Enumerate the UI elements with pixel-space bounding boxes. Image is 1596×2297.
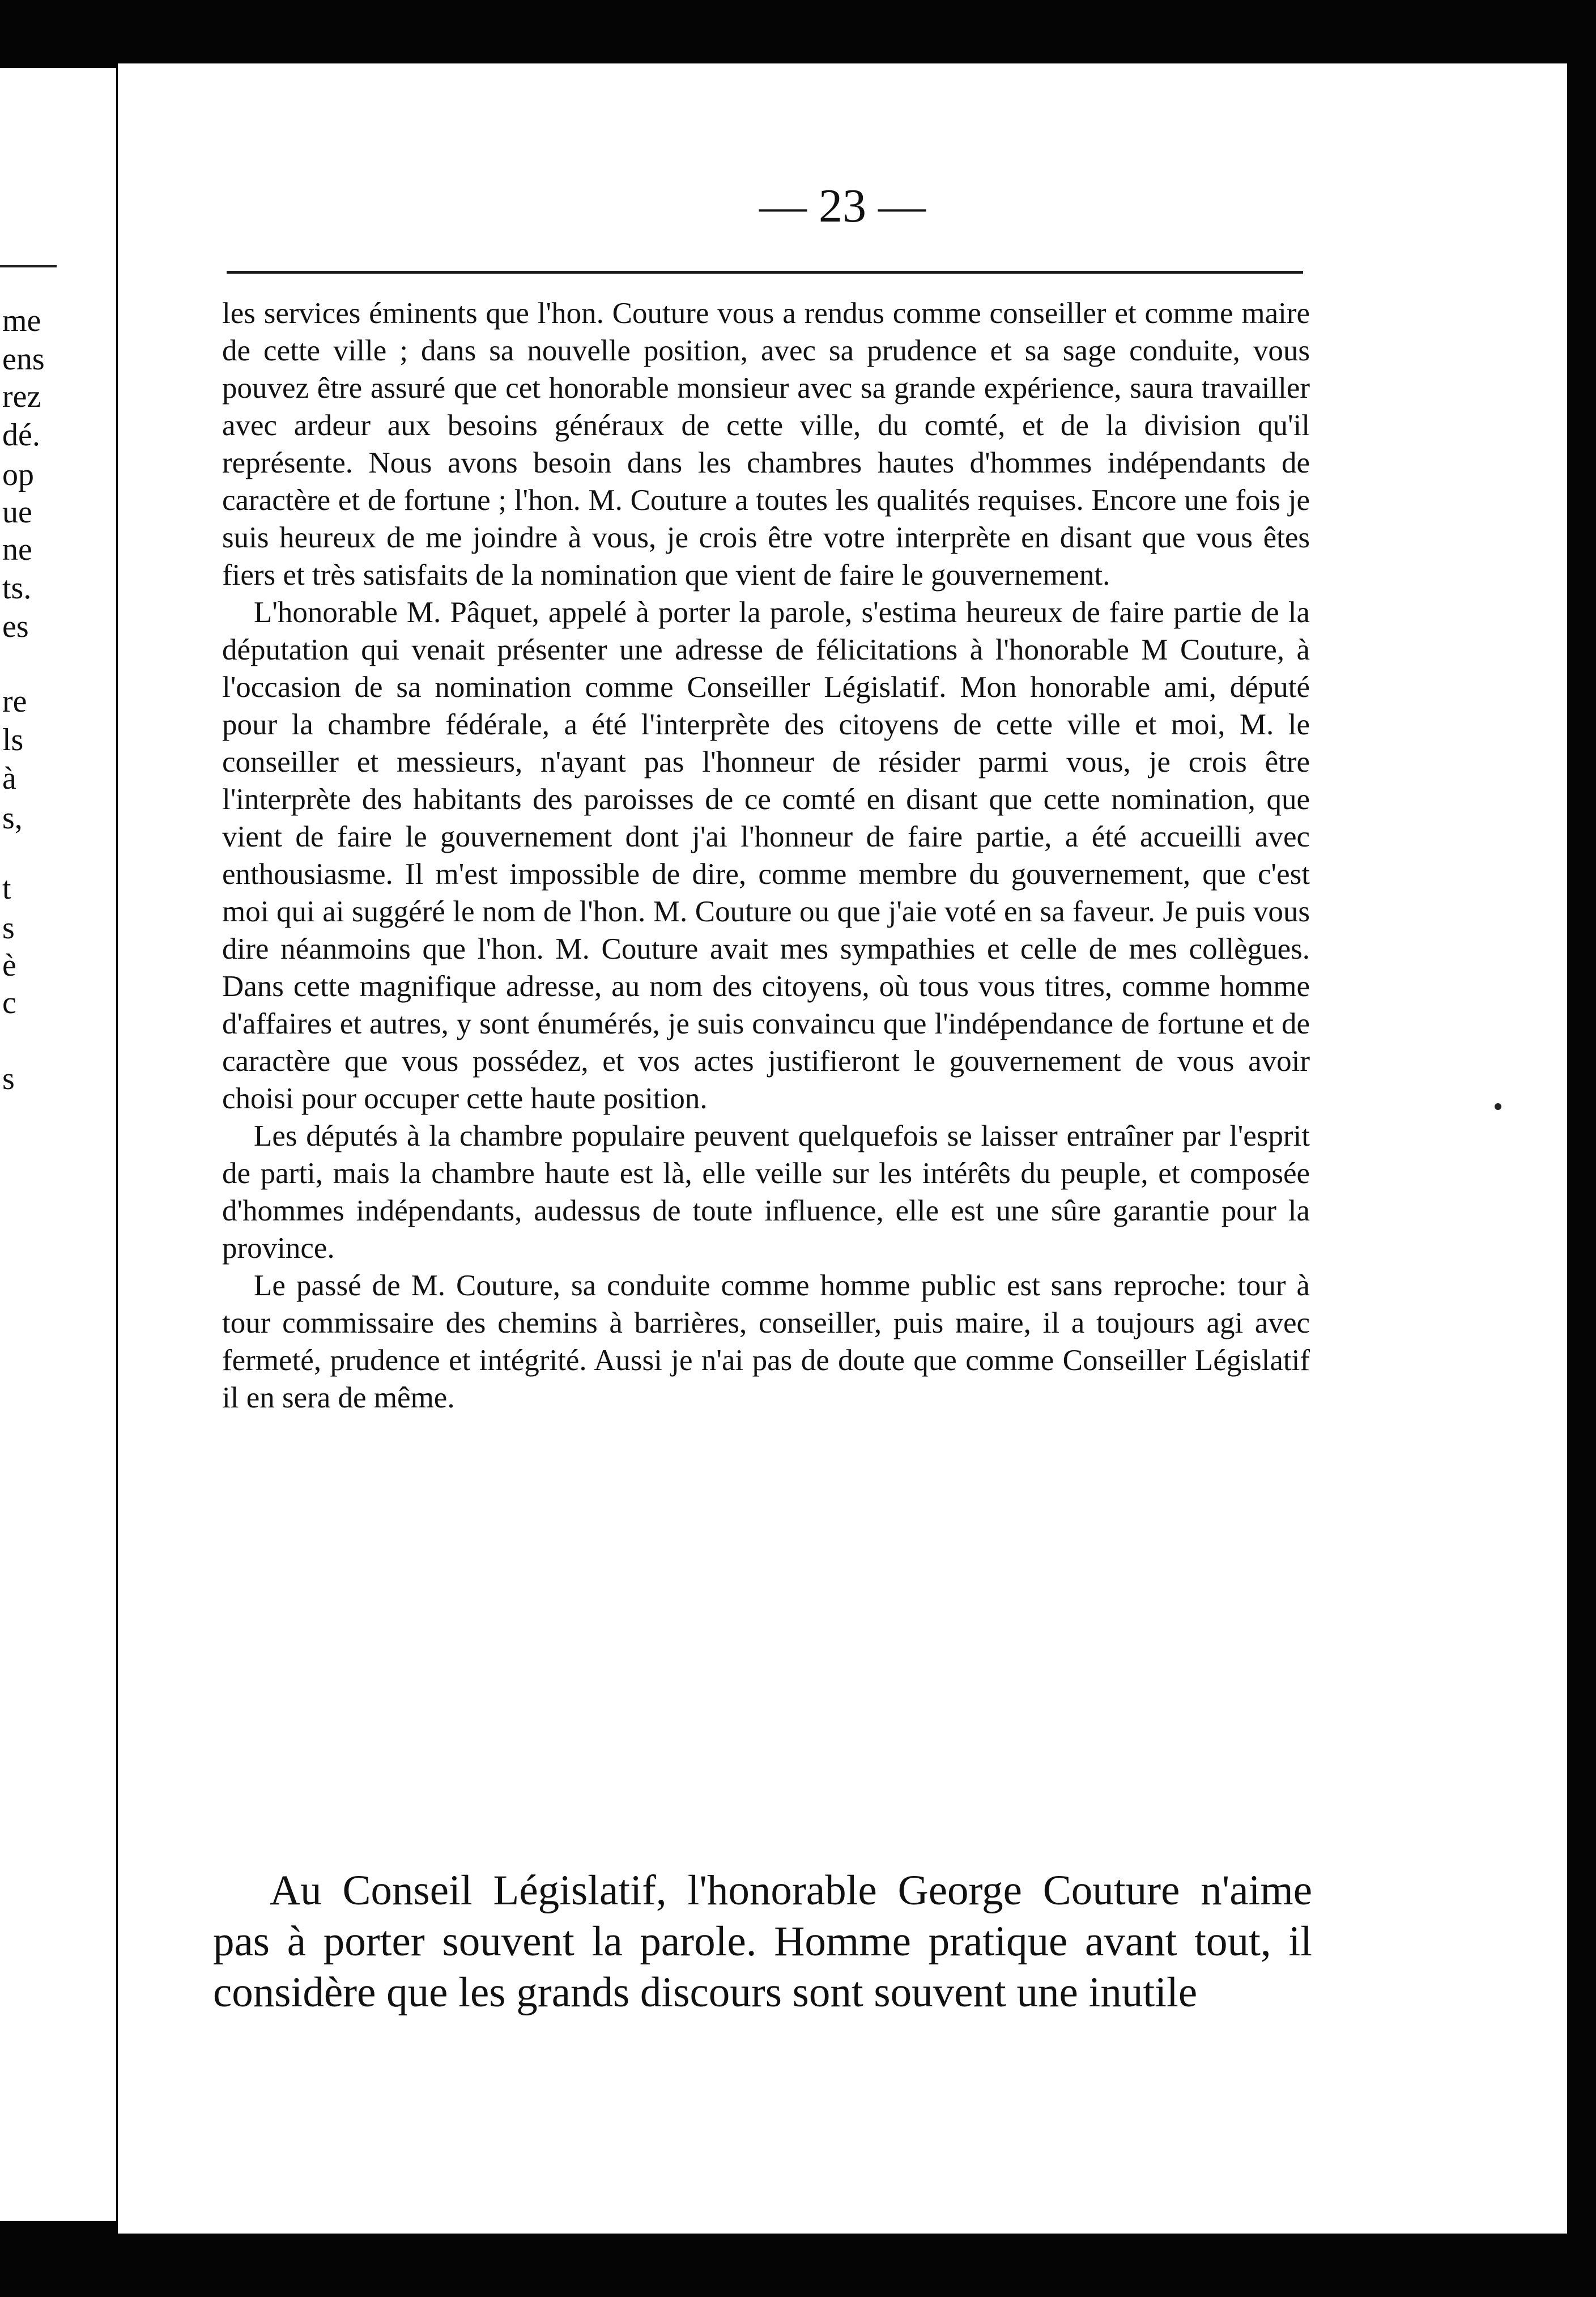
previous-page-fragment: ne — [2, 532, 32, 567]
previous-page-fragment: à — [2, 761, 16, 796]
header-rule — [227, 271, 1303, 274]
previous-page-fragment: es — [2, 609, 29, 644]
previous-page-edge — [0, 68, 116, 2221]
previous-page-fragment: ls — [2, 722, 24, 758]
section-paragraph: Au Conseil Législatif, l'honorable George Couture n'aime pas à porter souvent la parole. Homme pratique avant tout, il considère que les grands discours sont souvent une inutile — [213, 1867, 1312, 2016]
previous-page-fragment: op — [2, 457, 34, 492]
previous-page-fragment: rez — [2, 379, 41, 414]
previous-page-fragment: c — [2, 985, 16, 1020]
previous-page-fragment: ue — [2, 495, 32, 530]
body-text — [222, 295, 1310, 1417]
paragraph-3: Les députés à la chambre populaire peuvent quelquefois se laisser entraîner par l'esprit de parti, mais la chambre haute est là, elle veille sur les intérêts du peuple, et composée d'hommes indépendants, audessus de toute influence, elle est une sûre garantie pour la province. — [222, 1120, 1310, 1265]
previous-page-fragment: re — [2, 684, 27, 719]
paragraph-1: les services éminents que l'hon. Couture vous a rendus comme conseiller et comme maire de cette ville ; dans sa nouvelle position, avec sa prudence et sa sage conduite, vous pouvez être assuré que cet honorable monsieur avec sa grande expérience, saura travailler avec ardeur aux besoins généraux de cette ville, du comté, et de la division qu'il représente. Nous avons besoin dans les chambres hautes d'hommes indépendants de caractère et de fortune ; l'hon. M. Couture a toutes les qualités requises. Encore une fois je suis heureux de me joindre à vous, je crois être votre interprète en disant que vous êtes fiers et très satisfaits de la nomination que vient de faire le gouvernement. — [222, 297, 1310, 592]
scan-speck — [1495, 1103, 1501, 1110]
book-page — [118, 63, 1567, 2234]
paragraph-2: L'honorable M. Pâquet, appelé à porter la parole, s'estima heureux de faire partie de la députation qui venait présenter une adresse de félicitations à l'honorable M Couture, à l'occasion de sa nomination comme Conseiller Législatif. Mon honorable ami, député pour la chambre fédérale, a été l'interprète des citoyens de cette ville et moi, M. le conseiller et messieurs, n'ayant pas l'honneur de résider parmi vous, je crois être l'interprète des habitants des paroisses de ce comté en disant que cette nomination, que vient de faire le gouvernement dont j'ai l'honneur de faire partie, a été accueilli avec enthousiasme. Il m'est impossible de dire, comme membre du gouvernement, que c'est moi qui ai suggéré le nom de l'hon. M. Couture ou que j'aie voté en sa faveur. Je puis vous dire néanmoins que l'hon. M. Couture avait mes sympathies et celle de mes collègues. Dans cette magnifique adresse, au nom des citoyens, où tous vous titres, comme homme d'affaires et autres, y sont énumérés, je suis convaincu que l'indépendance de fortune et de caractère que vous possédez, et vos actes justifieront le gouvernement de vous avoir choisi pour occuper cette haute position. — [222, 596, 1310, 1115]
previous-page-fragment: ens — [2, 342, 45, 377]
previous-page-fragment: ts. — [2, 571, 32, 606]
paragraph-4: Le passé de M. Couture, sa conduite comme homme public est sans reproche: tour à tour commissaire des chemins à barrières, conseiller, puis maire, il a toujours agi avec fermeté, prudence et intégrité. Aussi je n'ai pas de doute que comme Conseiller Législatif il en sera de même. — [222, 1269, 1310, 1414]
previous-page-fragment: me — [2, 303, 41, 338]
previous-page-fragment: s, — [2, 801, 23, 836]
previous-page-fragment: t — [2, 871, 11, 906]
previous-page-rule — [0, 265, 57, 267]
previous-page-fragment: s — [2, 911, 15, 946]
previous-page-fragment: s — [2, 1061, 15, 1096]
page-number: — 23 — — [759, 180, 926, 232]
previous-page-fragment: è — [2, 948, 16, 983]
previous-page-fragment: dé. — [2, 418, 40, 453]
